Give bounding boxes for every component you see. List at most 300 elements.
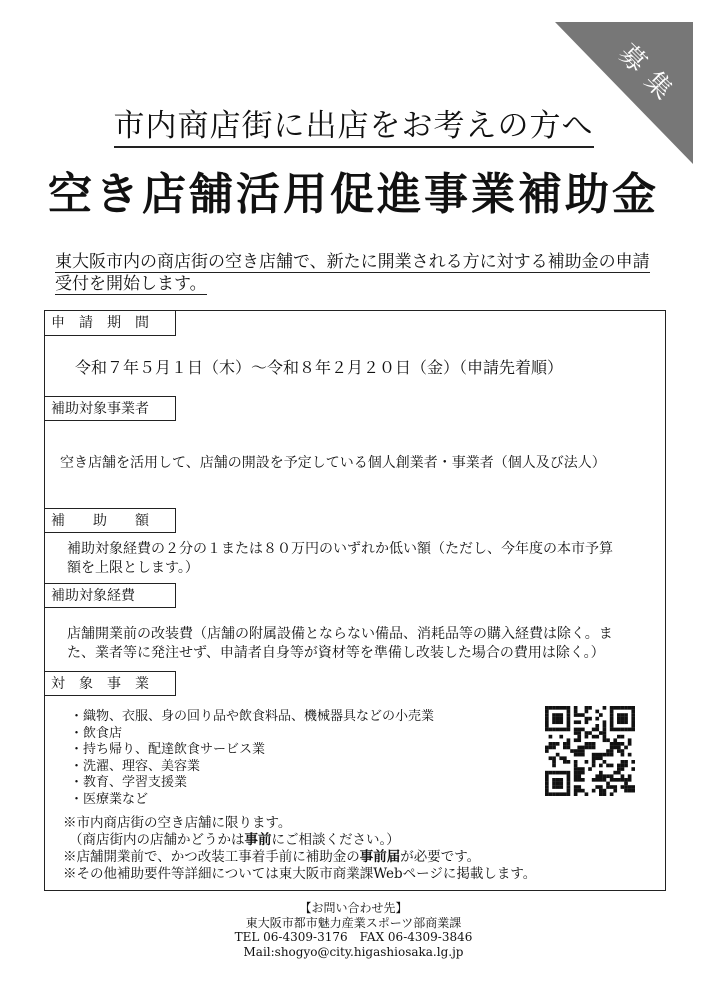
qr-module bbox=[599, 792, 603, 796]
qr-module bbox=[577, 713, 581, 717]
qr-module bbox=[552, 742, 556, 746]
qr-module bbox=[552, 756, 556, 760]
qr-module bbox=[559, 785, 563, 789]
qr-module bbox=[545, 724, 549, 728]
qr-module bbox=[567, 771, 571, 775]
qr-module bbox=[577, 767, 581, 771]
label-eligible-expenses: 補助対象経費 bbox=[45, 583, 176, 608]
qr-module bbox=[617, 713, 621, 717]
qr-module bbox=[603, 728, 607, 732]
qr-module bbox=[549, 792, 553, 796]
qr-module bbox=[549, 706, 553, 710]
qr-module bbox=[577, 746, 581, 750]
qr-module bbox=[545, 720, 549, 724]
qr-module bbox=[585, 731, 589, 735]
qr-module bbox=[563, 792, 567, 796]
qr-module bbox=[588, 706, 592, 710]
target-industries-list bbox=[70, 709, 434, 808]
qr-module bbox=[567, 789, 571, 793]
qr-module bbox=[549, 756, 553, 760]
note-consult-bold: 事前 bbox=[244, 832, 272, 848]
qr-module bbox=[631, 789, 635, 793]
label-application-period: 申 請 期 間 bbox=[45, 311, 176, 336]
qr-module bbox=[577, 771, 581, 775]
qr-module bbox=[545, 749, 549, 753]
qr-module bbox=[628, 738, 632, 742]
qr-module bbox=[577, 785, 581, 789]
qr-module bbox=[556, 753, 560, 757]
qr-module bbox=[595, 785, 599, 789]
qr-module bbox=[592, 756, 596, 760]
qr-module bbox=[613, 742, 617, 746]
contact-mail: Mail:shogyo@city.higashiosaka.lg.jp bbox=[243, 944, 464, 959]
qr-module bbox=[624, 778, 628, 782]
qr-module bbox=[563, 756, 567, 760]
qr-module bbox=[581, 767, 585, 771]
qr-module bbox=[549, 771, 553, 775]
qr-module bbox=[585, 706, 589, 710]
qr-module bbox=[559, 717, 563, 721]
qr-module bbox=[552, 760, 556, 764]
qr-module bbox=[628, 789, 632, 793]
qr-module bbox=[631, 785, 635, 789]
label-subsidy-amount: 補 助 額 bbox=[45, 508, 176, 533]
qr-module bbox=[603, 753, 607, 757]
note-consult-pre: （商店街内の店舗かどうかは bbox=[69, 832, 245, 848]
label-target-industries: 対 象 事 業 bbox=[45, 671, 176, 696]
qr-module bbox=[581, 771, 585, 775]
qr-module bbox=[603, 760, 607, 764]
qr-module bbox=[552, 785, 556, 789]
qr-module bbox=[549, 735, 553, 739]
qr-module bbox=[556, 717, 560, 721]
qr-module bbox=[621, 735, 625, 739]
qr-module bbox=[606, 753, 610, 757]
qr-module bbox=[599, 713, 603, 717]
qr-module bbox=[621, 764, 625, 768]
qr-module bbox=[563, 742, 567, 746]
qr-module bbox=[621, 742, 625, 746]
qr-module bbox=[592, 760, 596, 764]
qr-module bbox=[624, 764, 628, 768]
qr-module bbox=[559, 720, 563, 724]
qr-module bbox=[552, 717, 556, 721]
qr-module bbox=[585, 717, 589, 721]
qr-module bbox=[556, 778, 560, 782]
qr-module bbox=[567, 742, 571, 746]
subsidy-amount-line2: 額を上限とします。） bbox=[67, 560, 199, 576]
contact-footer bbox=[0, 901, 707, 959]
qr-module bbox=[624, 782, 628, 786]
qr-module bbox=[610, 753, 614, 757]
qr-module bbox=[624, 760, 628, 764]
subsidy-amount-line1: 補助対象経費の２分の１または８０万円のいずれか低い額（ただし、今年度の本市予算 bbox=[67, 541, 613, 557]
qr-module bbox=[545, 782, 549, 786]
qr-module bbox=[556, 771, 560, 775]
qr-module bbox=[603, 778, 607, 782]
qr-module bbox=[592, 746, 596, 750]
qr-module bbox=[617, 706, 621, 710]
qr-module bbox=[545, 771, 549, 775]
qr-module bbox=[603, 774, 607, 778]
qr-module bbox=[567, 785, 571, 789]
qr-module bbox=[559, 782, 563, 786]
qr-module bbox=[549, 746, 553, 750]
qr-module bbox=[606, 785, 610, 789]
qr-module bbox=[574, 720, 578, 724]
qr-module bbox=[563, 760, 567, 764]
qr-module bbox=[585, 720, 589, 724]
qr-module bbox=[556, 742, 560, 746]
qr-module bbox=[621, 720, 625, 724]
qr-module bbox=[567, 713, 571, 717]
qr-module bbox=[567, 724, 571, 728]
qr-module bbox=[617, 742, 621, 746]
qr-module bbox=[610, 778, 614, 782]
qr-code[interactable] bbox=[545, 706, 635, 796]
qr-module bbox=[617, 735, 621, 739]
qr-module bbox=[592, 735, 596, 739]
qr-module bbox=[631, 717, 635, 721]
qr-module bbox=[552, 746, 556, 750]
qr-module bbox=[603, 792, 607, 796]
contact-phone: TEL 06-4309-3176 FAX 06-4309-3846 bbox=[234, 930, 473, 944]
qr-module bbox=[599, 756, 603, 760]
qr-module bbox=[559, 728, 563, 732]
qr-module bbox=[606, 738, 610, 742]
list-item: ・教育、学習支援業 bbox=[70, 775, 188, 790]
qr-module bbox=[567, 738, 571, 742]
qr-module bbox=[545, 728, 549, 732]
qr-module bbox=[628, 706, 632, 710]
qr-module bbox=[585, 710, 589, 714]
qr-module bbox=[577, 789, 581, 793]
qr-module bbox=[552, 778, 556, 782]
qr-module bbox=[603, 735, 607, 739]
qr-module bbox=[603, 724, 607, 728]
qr-module bbox=[559, 756, 563, 760]
qr-module bbox=[610, 706, 614, 710]
qr-module bbox=[610, 774, 614, 778]
qr-module bbox=[610, 742, 614, 746]
qr-module bbox=[621, 749, 625, 753]
qr-module bbox=[552, 728, 556, 732]
qr-module bbox=[628, 785, 632, 789]
qr-module bbox=[610, 724, 614, 728]
qr-module bbox=[567, 706, 571, 710]
qr-module bbox=[617, 771, 621, 775]
qr-module bbox=[585, 746, 589, 750]
qr-module bbox=[574, 738, 578, 742]
qr-module bbox=[603, 738, 607, 742]
qr-module bbox=[574, 789, 578, 793]
qr-module bbox=[631, 728, 635, 732]
qr-module bbox=[617, 720, 621, 724]
qr-module bbox=[606, 749, 610, 753]
qr-module bbox=[610, 764, 614, 768]
eligible-expenses-line1: 店舗開業前の改装費（店舗の附属設備とならない備品、消耗品等の購入経費は除く。ま bbox=[67, 626, 613, 642]
qr-module bbox=[577, 738, 581, 742]
qr-module bbox=[617, 728, 621, 732]
qr-module bbox=[621, 774, 625, 778]
qr-module bbox=[577, 731, 581, 735]
qr-module bbox=[610, 785, 614, 789]
qr-module bbox=[621, 778, 625, 782]
qr-module bbox=[592, 778, 596, 782]
qr-module bbox=[588, 742, 592, 746]
qr-module bbox=[603, 706, 607, 710]
qr-module bbox=[624, 789, 628, 793]
qr-module bbox=[606, 774, 610, 778]
qr-module bbox=[592, 728, 596, 732]
list-item: ・医療業など bbox=[70, 791, 149, 807]
qr-module bbox=[556, 792, 560, 796]
qr-module bbox=[577, 774, 581, 778]
qr-module bbox=[574, 749, 578, 753]
qr-module bbox=[613, 771, 617, 775]
qr-module bbox=[595, 724, 599, 728]
qr-module bbox=[552, 720, 556, 724]
qr-module bbox=[577, 720, 581, 724]
qr-module bbox=[588, 746, 592, 750]
qr-module bbox=[624, 746, 628, 750]
qr-module bbox=[581, 728, 585, 732]
qr-module bbox=[613, 706, 617, 710]
qr-module bbox=[556, 785, 560, 789]
qr-module bbox=[581, 749, 585, 753]
qr-module bbox=[567, 760, 571, 764]
qr-module bbox=[613, 738, 617, 742]
qr-module bbox=[552, 782, 556, 786]
qr-module bbox=[556, 782, 560, 786]
qr-module bbox=[610, 717, 614, 721]
notes bbox=[63, 815, 536, 883]
qr-module bbox=[545, 710, 549, 714]
qr-module bbox=[617, 767, 621, 771]
qr-module bbox=[567, 717, 571, 721]
qr-module bbox=[545, 713, 549, 717]
qr-module bbox=[628, 753, 632, 757]
qr-module bbox=[563, 706, 567, 710]
qr-module bbox=[610, 728, 614, 732]
qr-module bbox=[585, 760, 589, 764]
qr-module bbox=[574, 774, 578, 778]
qr-module bbox=[588, 717, 592, 721]
qr-module bbox=[574, 728, 578, 732]
qr-module bbox=[567, 778, 571, 782]
qr-module bbox=[621, 760, 625, 764]
qr-module bbox=[631, 760, 635, 764]
qr-module bbox=[545, 785, 549, 789]
qr-module bbox=[621, 706, 625, 710]
qr-module bbox=[577, 735, 581, 739]
qr-module bbox=[628, 742, 632, 746]
qr-module bbox=[631, 767, 635, 771]
qr-module bbox=[545, 792, 549, 796]
qr-module bbox=[606, 764, 610, 768]
qr-module bbox=[574, 767, 578, 771]
qr-module bbox=[621, 728, 625, 732]
qr-module bbox=[595, 728, 599, 732]
qr-module bbox=[585, 742, 589, 746]
qr-module bbox=[595, 774, 599, 778]
qr-module bbox=[610, 720, 614, 724]
qr-module bbox=[621, 767, 625, 771]
qr-module bbox=[610, 749, 614, 753]
qr-module bbox=[574, 778, 578, 782]
note-prior-notice bbox=[63, 849, 536, 866]
note-prior-bold: 事前届 bbox=[359, 849, 401, 865]
qr-module bbox=[603, 789, 607, 793]
qr-module bbox=[603, 720, 607, 724]
qr-module bbox=[552, 713, 556, 717]
qr-module bbox=[603, 731, 607, 735]
qr-module bbox=[624, 717, 628, 721]
qr-module bbox=[613, 728, 617, 732]
subtitle bbox=[0, 100, 707, 145]
qr-module bbox=[556, 728, 560, 732]
qr-module bbox=[556, 706, 560, 710]
qr-module bbox=[621, 713, 625, 717]
qr-module bbox=[592, 742, 596, 746]
qr-module bbox=[595, 756, 599, 760]
qr-module bbox=[563, 728, 567, 732]
qr-module bbox=[567, 728, 571, 732]
qr-module bbox=[545, 706, 549, 710]
note-consult-post: にご相談ください。） bbox=[271, 832, 400, 848]
qr-module bbox=[631, 724, 635, 728]
qr-module bbox=[599, 731, 603, 735]
qr-module bbox=[552, 706, 556, 710]
qr-module bbox=[567, 792, 571, 796]
qr-module bbox=[628, 774, 632, 778]
qr-module bbox=[559, 778, 563, 782]
qr-module bbox=[621, 753, 625, 757]
qr-module bbox=[599, 753, 603, 757]
qr-module bbox=[610, 746, 614, 750]
note-prior-pre: ※店舗開業前で、かつ改装工事着手前に補助金の bbox=[63, 849, 360, 865]
qr-module bbox=[577, 753, 581, 757]
qr-module bbox=[574, 713, 578, 717]
qr-module bbox=[574, 706, 578, 710]
qr-module bbox=[613, 789, 617, 793]
qr-module bbox=[628, 728, 632, 732]
qr-module bbox=[595, 717, 599, 721]
page-title: 空き店舗活用促進事業補助金 bbox=[48, 169, 659, 220]
list-item: ・持ち帰り、配達飲食サービス業 bbox=[70, 742, 266, 757]
qr-module bbox=[613, 785, 617, 789]
qr-module bbox=[617, 717, 621, 721]
qr-module bbox=[621, 785, 625, 789]
qr-module bbox=[624, 728, 628, 732]
qr-module bbox=[599, 785, 603, 789]
qr-module bbox=[610, 713, 614, 717]
qr-module bbox=[581, 753, 585, 757]
qr-module bbox=[559, 706, 563, 710]
qr-module bbox=[545, 789, 549, 793]
qr-module bbox=[559, 792, 563, 796]
qr-module bbox=[613, 746, 617, 750]
qr-module bbox=[563, 771, 567, 775]
qr-module bbox=[545, 746, 549, 750]
qr-module bbox=[556, 713, 560, 717]
qr-module bbox=[581, 713, 585, 717]
note-consult bbox=[63, 832, 536, 849]
qr-module bbox=[624, 713, 628, 717]
qr-module bbox=[574, 753, 578, 757]
application-period-text: 令和７年５月１日（木）～令和８年２月２０日（金）（申請先着順） bbox=[75, 358, 564, 377]
qr-module bbox=[559, 735, 563, 739]
qr-module bbox=[549, 742, 553, 746]
qr-module bbox=[624, 706, 628, 710]
qr-module bbox=[577, 728, 581, 732]
qr-module bbox=[567, 774, 571, 778]
qr-module bbox=[599, 778, 603, 782]
qr-module bbox=[613, 778, 617, 782]
qr-module bbox=[556, 720, 560, 724]
list-item: ・洗濯、理容、美容業 bbox=[70, 758, 201, 774]
qr-module bbox=[567, 782, 571, 786]
qr-module bbox=[610, 710, 614, 714]
qr-module bbox=[631, 713, 635, 717]
qr-module bbox=[628, 778, 632, 782]
qr-module bbox=[588, 767, 592, 771]
qr-module bbox=[581, 746, 585, 750]
details-box bbox=[44, 310, 666, 891]
qr-module bbox=[599, 789, 603, 793]
qr-module bbox=[574, 785, 578, 789]
qr-module bbox=[599, 764, 603, 768]
qr-module bbox=[552, 792, 556, 796]
qr-module bbox=[617, 746, 621, 750]
qr-module bbox=[577, 749, 581, 753]
qr-module bbox=[552, 771, 556, 775]
qr-module bbox=[588, 731, 592, 735]
note-details-web: ※その他補助要件等詳細については東大阪市商業課Webページに掲載します。 bbox=[63, 866, 537, 882]
subtitle-text: 市内商店街に出店をお考えの方へ bbox=[114, 108, 594, 148]
qr-module bbox=[581, 778, 585, 782]
list-item: ・織物、衣服、身の回り品や飲食料品、機械器具などの小売業 bbox=[70, 709, 435, 724]
qr-module bbox=[574, 771, 578, 775]
qr-module bbox=[631, 706, 635, 710]
note-prior-post: が必要です。 bbox=[400, 849, 481, 865]
eligible-expenses-line2: た、業者等に発注せず、申請者自身等が資材等を準備し改装した場合の費用は除く。） bbox=[67, 645, 605, 661]
qr-module bbox=[599, 771, 603, 775]
intro-text bbox=[55, 251, 665, 295]
qr-module bbox=[559, 713, 563, 717]
qr-module bbox=[595, 710, 599, 714]
qr-module bbox=[624, 785, 628, 789]
qr-module bbox=[599, 774, 603, 778]
intro-underlined: 東大阪市内の商店街の空き店舗で、新たに開業される方に対する補助金の申請受付を開始します。 bbox=[55, 252, 650, 294]
qr-module bbox=[567, 710, 571, 714]
qr-module bbox=[574, 731, 578, 735]
qr-module bbox=[624, 720, 628, 724]
qr-module bbox=[595, 778, 599, 782]
qr-module bbox=[545, 717, 549, 721]
contact-heading: 【お問い合わせ先】 bbox=[299, 901, 408, 915]
qr-module bbox=[567, 720, 571, 724]
qr-module bbox=[574, 760, 578, 764]
qr-module bbox=[574, 710, 578, 714]
qr-module bbox=[549, 728, 553, 732]
qr-module bbox=[592, 753, 596, 757]
qr-module bbox=[545, 774, 549, 778]
qr-module bbox=[617, 749, 621, 753]
qr-module bbox=[617, 764, 621, 768]
qr-module bbox=[563, 746, 567, 750]
corner-char-2: 集 bbox=[638, 65, 679, 106]
